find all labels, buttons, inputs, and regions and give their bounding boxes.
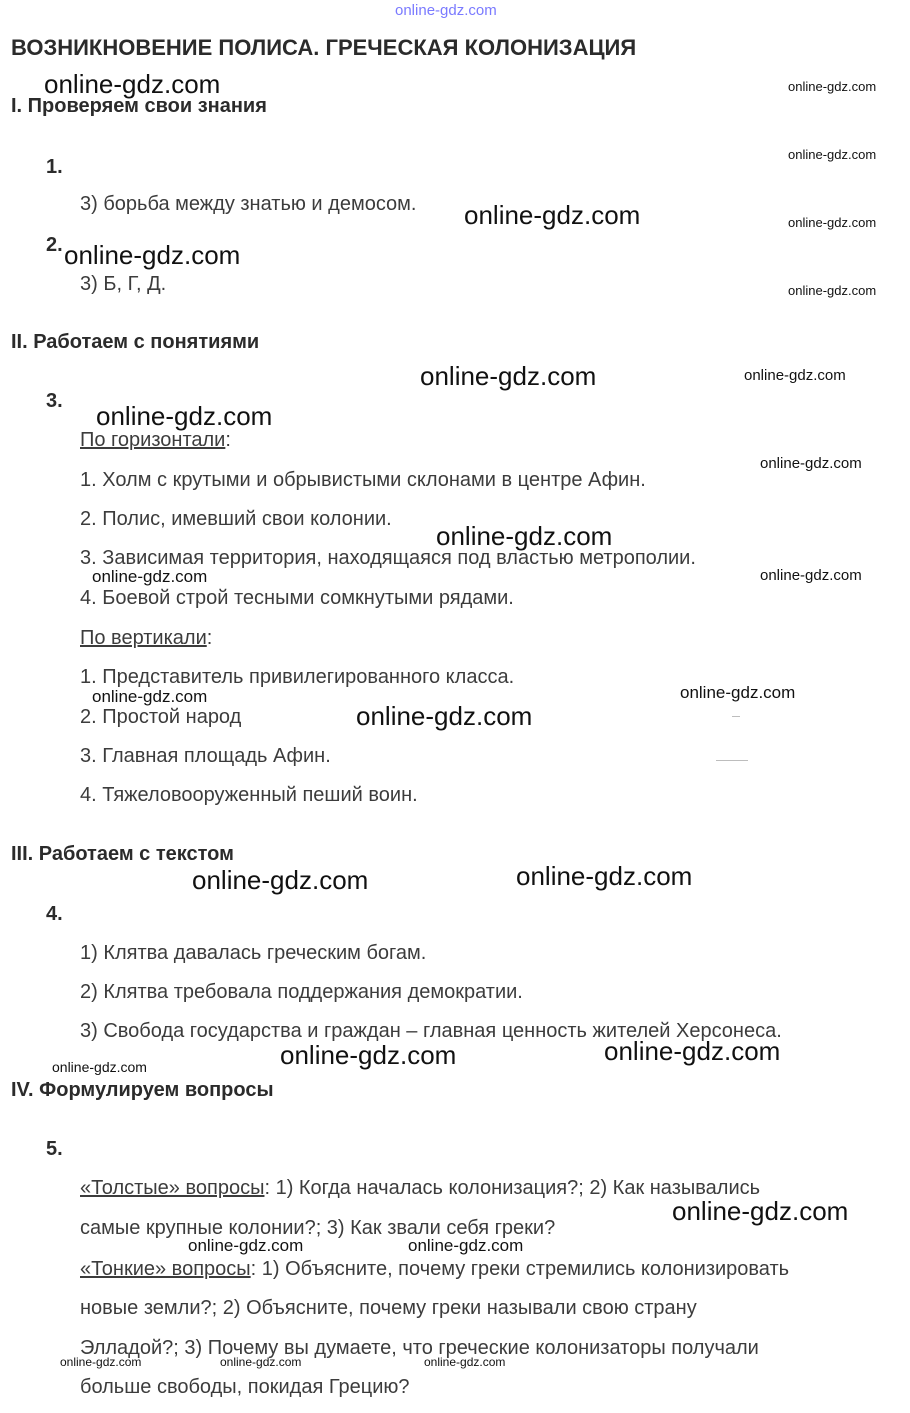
watermark: online-gdz.com — [188, 1236, 304, 1255]
vertical-item: 3. Главная площадь Афин. — [80, 745, 331, 767]
vertical-heading: По вертикали: — [80, 627, 213, 649]
watermark: online-gdz.com — [96, 401, 273, 431]
horizontal-item: 1. Холм с крутыми и обрывистыми склонами в центре Афин. — [80, 469, 646, 491]
thick-questions-text: : 1) Когда началась колонизация?; 2) Как назывались — [264, 1177, 761, 1199]
question-4-line: 2) Клятва требовала поддержания демократии. — [80, 981, 523, 1003]
horizontal-item: 3. Зависимая территория, находящаяся под властью метрополии. — [80, 547, 696, 569]
watermark: online-gdz.com — [788, 283, 877, 298]
question-4-number: 4. — [46, 903, 63, 925]
watermark: online-gdz.com — [408, 1236, 524, 1255]
watermark: online-gdz.com — [280, 1040, 457, 1070]
watermark: online-gdz.com — [788, 79, 877, 94]
watermark: online-gdz.com — [356, 701, 533, 731]
watermark: online-gdz.com — [420, 361, 597, 391]
scan-mark — [716, 760, 748, 761]
watermark: online-gdz.com — [516, 861, 693, 891]
watermark: online-gdz.com — [788, 147, 877, 162]
question-5-number: 5. — [46, 1138, 63, 1160]
watermark: online-gdz.com — [464, 200, 641, 230]
watermark: online-gdz.com — [92, 687, 208, 706]
watermark: online-gdz.com — [192, 865, 369, 895]
section-2-heading: II. Работаем с понятиями — [11, 331, 260, 353]
horizontal-item: 2. Полис, имевший свои колонии. — [80, 508, 392, 530]
watermark: online-gdz.com — [760, 455, 862, 472]
watermark: online-gdz.com — [92, 567, 208, 586]
watermark: online-gdz.com — [788, 215, 877, 230]
scan-mark — [732, 716, 740, 717]
thin-questions-line-3: Элладой?; 3) Почему вы думаете, что греческие колонизаторы получали — [80, 1337, 759, 1359]
question-4-line: 1) Клятва давалась греческим богам. — [80, 942, 427, 964]
watermark: online-gdz.com — [220, 1355, 302, 1369]
watermark: online-gdz.com — [52, 1059, 147, 1075]
thin-questions-line-1 — [80, 1258, 789, 1281]
section-3-heading: III. Работаем с текстом — [11, 843, 234, 865]
question-1-answer: 3) борьба между знатью и демосом. — [80, 193, 417, 215]
thick-questions-label: «Толстые» вопросы — [80, 1177, 265, 1199]
vertical-item: 1. Представитель привилегированного класса. — [80, 666, 515, 688]
thin-questions-text: : 1) Объясните, почему греки стремились колонизировать — [250, 1258, 790, 1280]
vertical-item: 2. Простой народ — [80, 706, 242, 728]
vertical-item: 4. Тяжеловооруженный пеший воин. — [80, 784, 418, 806]
watermark: online-gdz.com — [60, 1355, 142, 1369]
question-1-number: 1. — [46, 156, 63, 178]
watermark: online-gdz.com — [44, 69, 221, 99]
watermark: online-gdz.com — [680, 683, 796, 702]
question-3-number: 3. — [46, 390, 63, 412]
watermark: online-gdz.com — [424, 1355, 506, 1369]
horizontal-label: По горизонтали — [80, 429, 226, 451]
watermark: online-gdz.com — [64, 240, 241, 270]
watermark: online-gdz.com — [760, 567, 862, 584]
thin-questions-line-2: новые земли?; 2) Объясните, почему греки называли свою страну — [80, 1297, 697, 1319]
horizontal-item: 4. Боевой строй тесными сомкнутыми рядами. — [80, 587, 514, 609]
page-title: ВОЗНИКНОВЕНИЕ ПОЛИСА. ГРЕЧЕСКАЯ КОЛОНИЗАЦИЯ — [11, 35, 637, 60]
thick-questions-line-2: самые крупные колонии?; 3) Как звали себя греки? — [80, 1217, 556, 1239]
horizontal-heading: По горизонтали: — [80, 429, 231, 451]
section-4-heading: IV. Формулируем вопросы — [11, 1079, 274, 1101]
question-4-line: 3) Свобода государства и граждан – главная ценность жителей Херсонеса. — [80, 1020, 782, 1042]
watermark: online-gdz.com — [744, 367, 846, 384]
thick-questions-line-1 — [80, 1177, 760, 1200]
thin-questions-line-4: больше свободы, покидая Грецию? — [80, 1376, 410, 1398]
question-2-number: 2. — [46, 234, 63, 256]
vertical-label: По вертикали — [80, 627, 207, 649]
watermark: online-gdz.com — [672, 1196, 849, 1226]
watermark: online-gdz.com — [604, 1036, 781, 1066]
thin-questions-label: «Тонкие» вопросы — [80, 1258, 251, 1280]
watermark: online-gdz.com — [436, 521, 613, 551]
question-2-answer: 3) Б, Г, Д. — [80, 273, 167, 295]
section-1-heading: I. Проверяем свои знания — [11, 95, 267, 117]
watermark-top: online-gdz.com — [395, 2, 497, 19]
